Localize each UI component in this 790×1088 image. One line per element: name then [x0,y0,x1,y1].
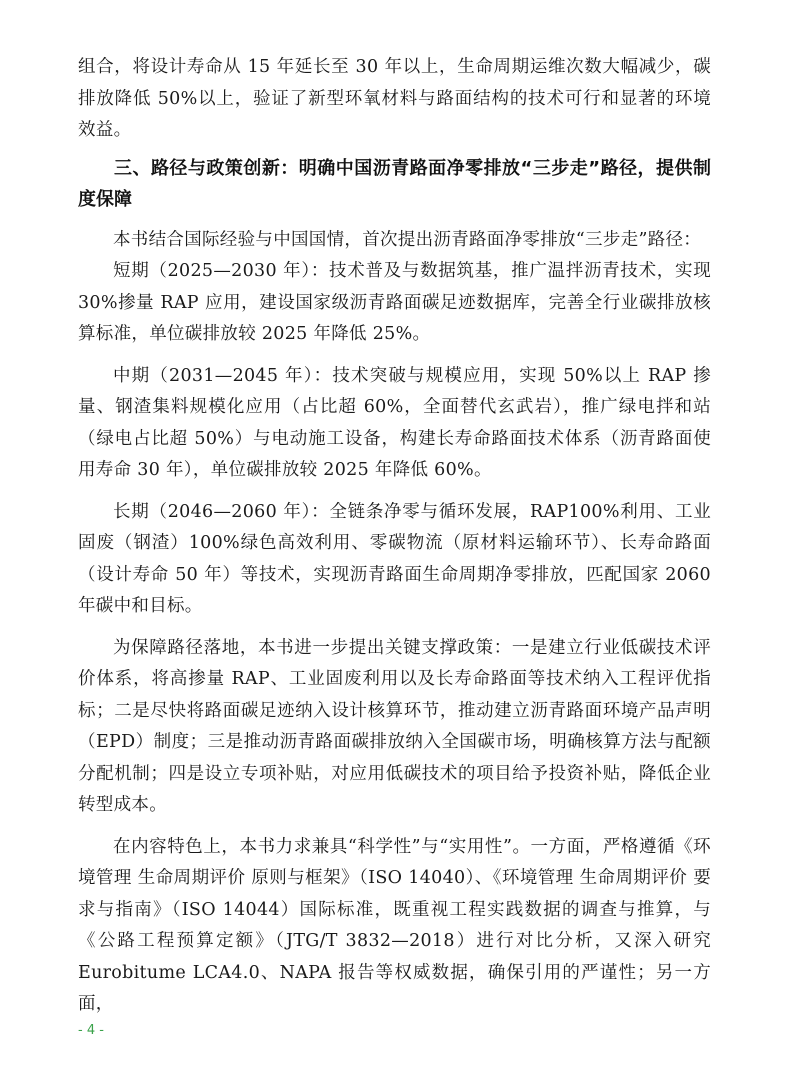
paragraph-three-step-intro: 本书结合国际经验与中国国情，首次提出沥青路面净零排放“三步走”路径： [113,229,702,250]
body-text [78,52,711,1021]
page-number: - 4 - [78,1023,104,1038]
paragraph-mid-term: 中期（2031—2045 年）：技术突破与规模应用，实现 50%以上 RAP 掺量、钢渣集料规模化应用（占比超 60%，全面替代玄武岩），推广绿电拌和站（绿电占比超 50%）与电动施工设备，构建长寿命路面技术体系（沥青路面使用寿命 30 年），单位碳排放较 2025 年降低 60%。 [78,365,711,480]
paragraph-short-term: 短期（2025—2030 年）：技术普及与数据筑基，推广温拌沥青技术，实现 30%掺量 RAP 应用，建设国家级沥青路面碳足迹数据库，完善全行业碳排放核算标准，单位碳排放较 2025 年降低 25%。 [78,261,711,344]
paragraph-features: 在内容特色上，本书力求兼具“科学性”与“实用性”。一方面，严格遵循《环境管理 生命周期评价 原则与框架》（ISO 14040）、《环境管理 生命周期评价 要求与指南》（ISO 14044）国际标准，既重视工程实践数据的调查与推算，与《公路工程预算定额》（JTG/T 3832—2018）进行对比分析，又深入研究 Eurobitume LCA4.0、NAPA 报告等权威数据，确保引用的严谨性；另一方面， [78,836,711,1014]
section-heading-3: 三、路径与政策创新：明确中国沥青路面净零排放“三步走”路径，提供制度保障 [78,157,711,210]
paragraph-continuation: 组合，将设计寿命从 15 年延长至 30 年以上，生命周期运维次数大幅减少，碳排放降低 50%以上，验证了新型环氧材料与路面结构的技术可行和显著的环境效益。 [78,57,711,140]
paragraph-long-term: 长期（2046—2060 年）：全链条净零与循环发展，RAP100%利用、工业固废（钢渣）100%绿色高效利用、零碳物流（原材料运输环节）、长寿命路面（设计寿命 50 年）等技术，实现沥青路面生命周期净零排放，匹配国家 2060 年碳中和目标。 [78,501,711,616]
paragraph-policy: 为保障路径落地，本书进一步提出关键支撑政策：一是建立行业低碳技术评价体系，将高掺量 RAP、工业固废利用以及长寿命路面等技术纳入工程评优指标；二是尽快将路面碳足迹纳入设计核算环节，推动建立沥青路面环境产品声明（EPD）制度；三是推动沥青路面碳排放纳入全国碳市场，明确核算方法与配额分配机制；四是设立专项补贴，对应用低碳技术的项目给予投资补贴，降低企业转型成本。 [78,637,711,815]
